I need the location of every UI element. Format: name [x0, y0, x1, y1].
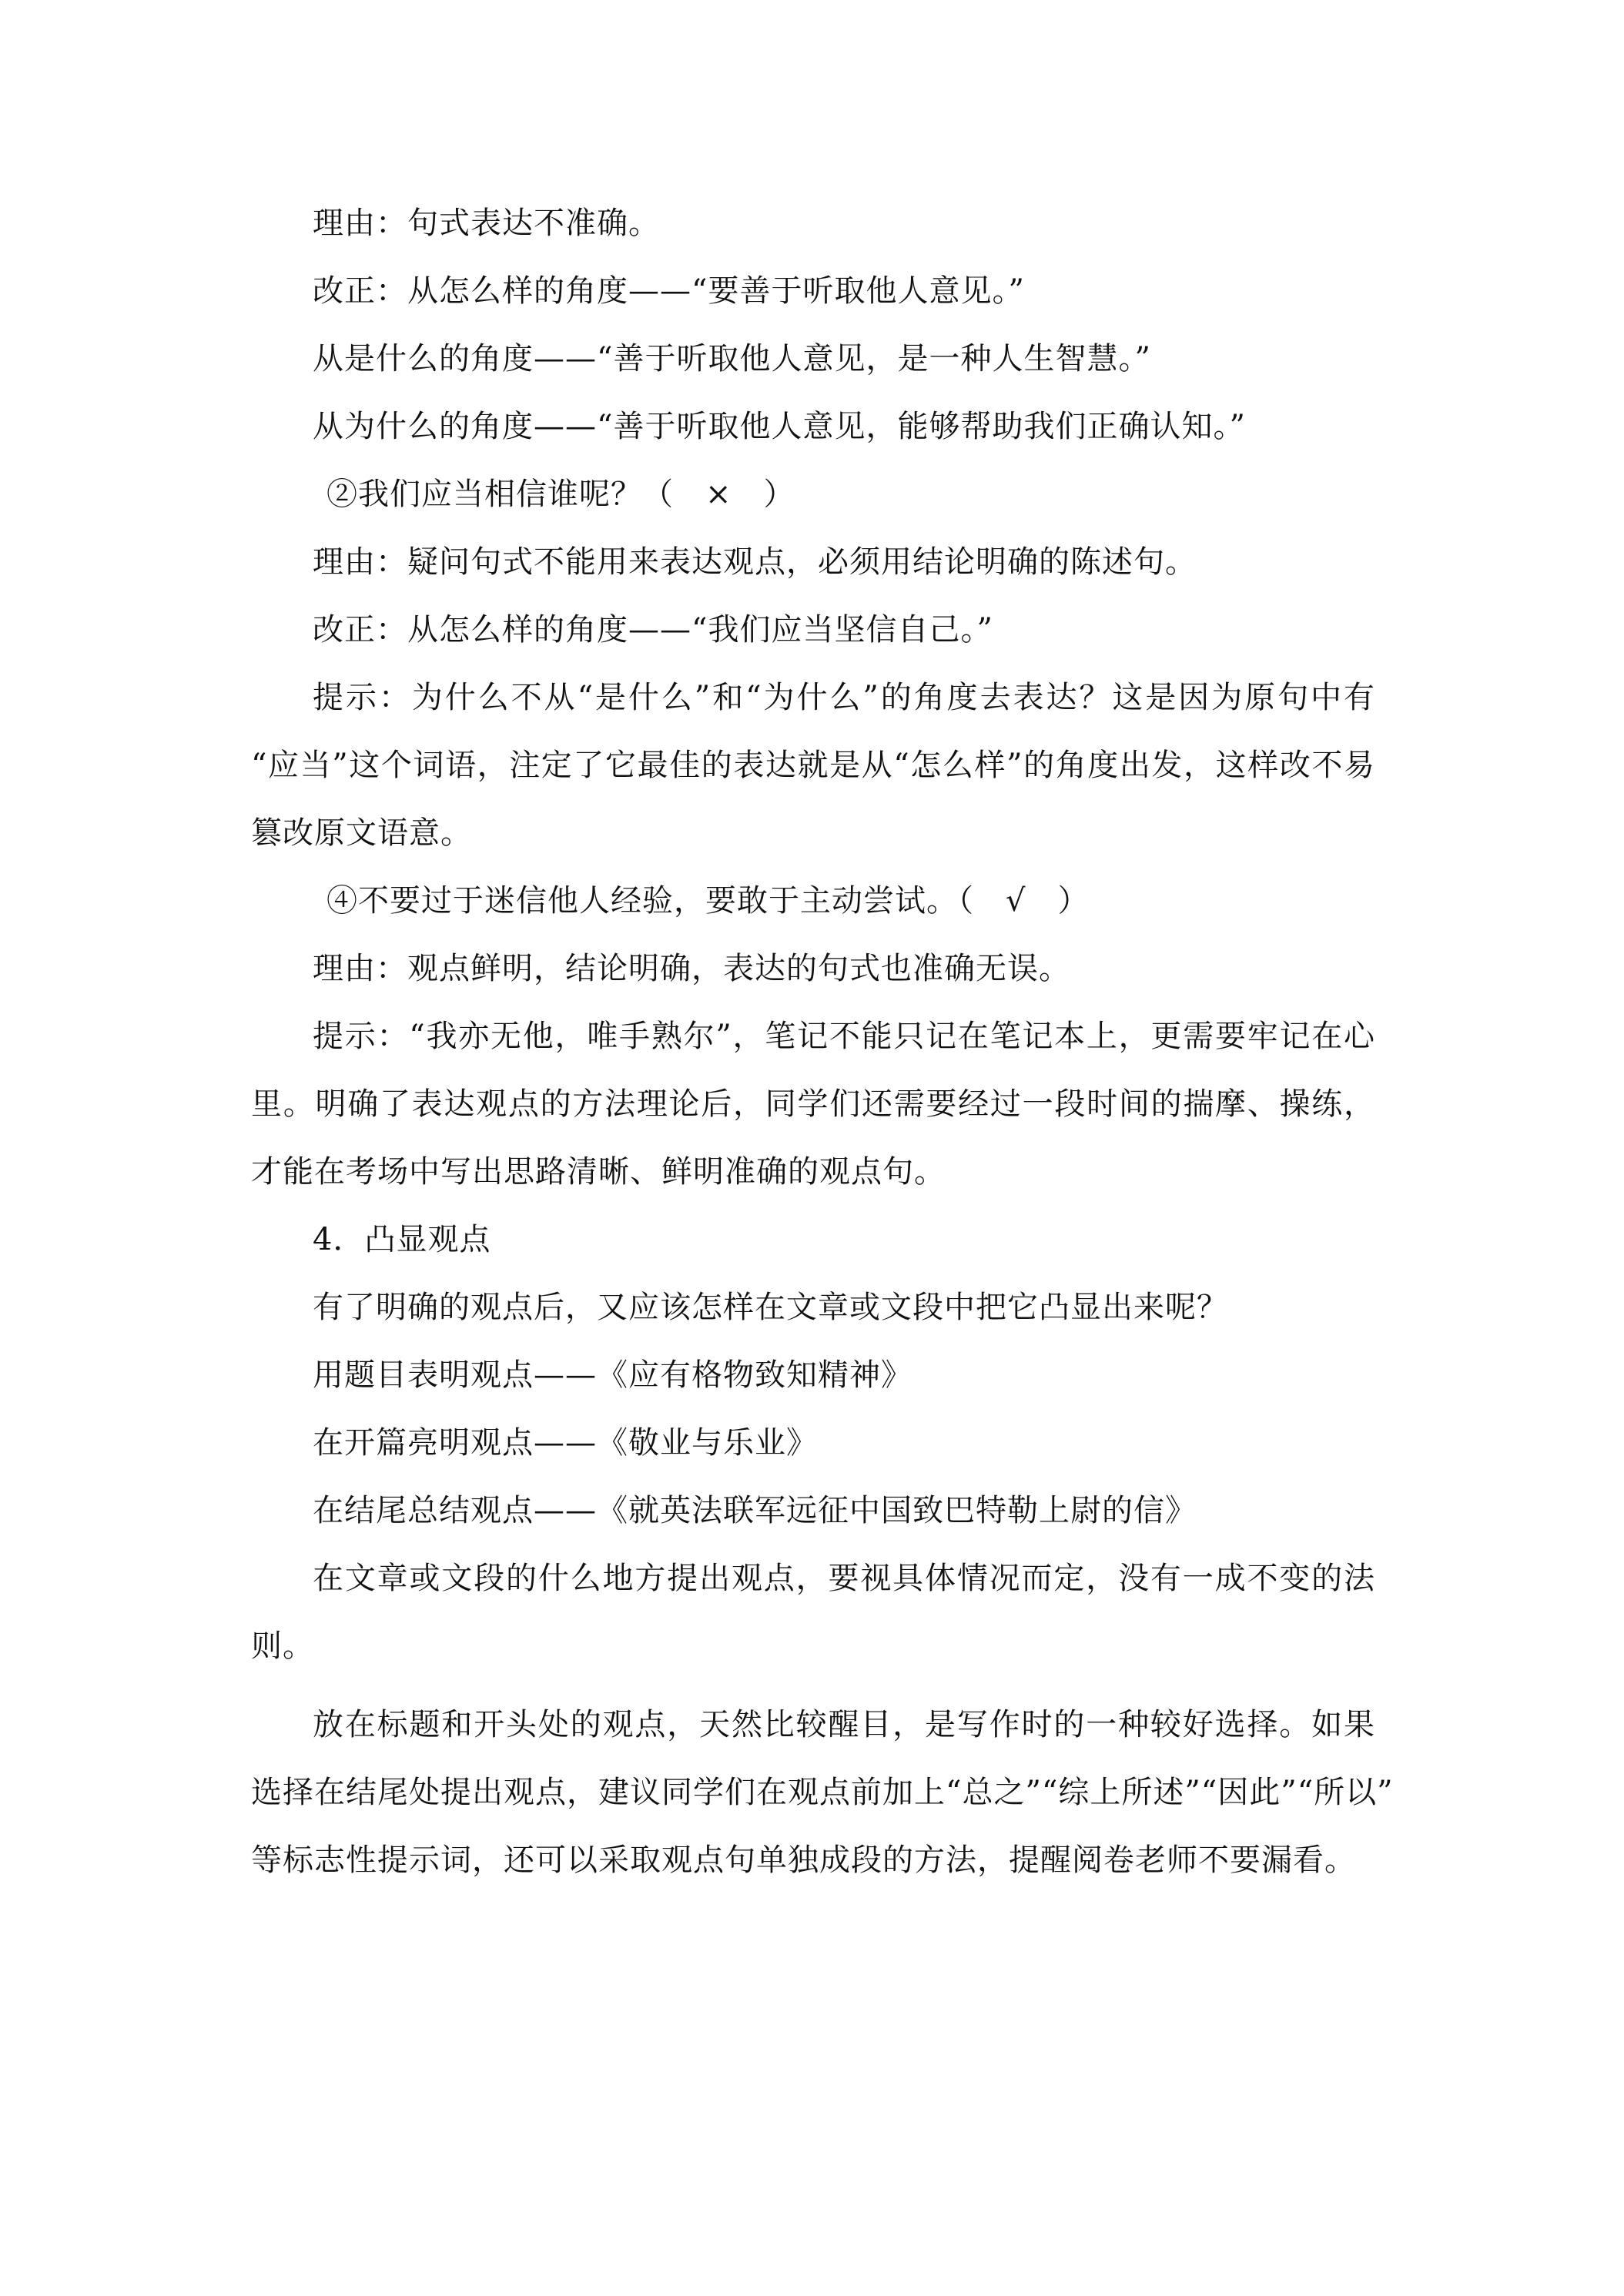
paragraph-advice-line-3: 等标志性提示词，还可以采取观点句单独成段的方法，提醒阅卷老师不要漏看。 [251, 1842, 1356, 1878]
paragraph-hint-1-line-3: 篡改原文语意。 [251, 815, 472, 851]
paragraph-item-2: ②我们应当相信谁呢？（ × ） [326, 477, 795, 512]
paragraph-advice-line-1: 放在标题和开头处的观点，天然比较醒目，是写作时的一种较好选择。如果 [313, 1707, 1375, 1742]
section-heading: 4．凸显观点 [313, 1222, 491, 1257]
paragraph-reason-2: 理由：疑问句式不能用来表达观点，必须用结论明确的陈述句。 [313, 544, 1197, 580]
paragraph-position-line-2: 则。 [251, 1628, 314, 1664]
paragraph-hint-1-line-1: 提示：为什么不从“是什么”和“为什么”的角度去表达？这是因为原句中有 [313, 680, 1375, 715]
paragraph-hint-1-line-2: “应当”这个词语，注定了它最佳的表达就是从“怎么样”的角度出发，这样改不易 [251, 748, 1375, 783]
paragraph-position-line-1: 在文章或文段的什么地方提出观点，要视具体情况而定，没有一成不变的法 [313, 1561, 1375, 1596]
paragraph-advice-line-2: 选择在结尾处提出观点，建议同学们在观点前加上“总之”“综上所述”“因此”“所以” [251, 1775, 1394, 1810]
paragraph-why-angle: 从为什么的角度——“善于听取他人意见，能够帮助我们正确认知。” [313, 409, 1246, 444]
paragraph-what-angle: 从是什么的角度——“善于听取他人意见，是一种人生智慧。” [313, 341, 1151, 377]
paragraph-title-example: 用题目表明观点——《应有格物致知精神》 [313, 1357, 912, 1393]
paragraph-item-4: ④不要过于迷信他人经验，要敢于主动尝试。（ √ ） [326, 883, 1090, 919]
paragraph-correction-1: 改正：从怎么样的角度——“要善于听取他人意见。” [313, 273, 1025, 309]
paragraph-reason-4: 理由：观点鲜明，结论明确，表达的句式也准确无误。 [313, 951, 1070, 986]
paragraph-hint-2-line-2: 里。明确了表达观点的方法理论后，同学们还需要经过一段时间的揣摩、操练， [251, 1086, 1375, 1122]
paragraph-reason-1: 理由：句式表达不准确。 [313, 206, 660, 241]
paragraph-hint-2-line-1: 提示：“我亦无他，唯手熟尔”，笔记不能只记在笔记本上，更需要牢记在心 [313, 1019, 1375, 1054]
paragraph-correction-2: 改正：从怎么样的角度——“我们应当坚信自己。” [313, 612, 993, 648]
paragraph-spacer [251, 1680, 1375, 1691]
paragraph-hint-2-line-3: 才能在考场中写出思路清晰、鲜明准确的观点句。 [251, 1154, 946, 1190]
paragraph-ending-example: 在结尾总结观点——《就英法联军远征中国致巴特勒上尉的信》 [313, 1493, 1197, 1528]
paragraph-question: 有了明确的观点后，又应该怎样在文章或文段中把它凸显出来呢？ [313, 1290, 1228, 1325]
paragraph-opening-example: 在开篇亮明观点——《敬业与乐业》 [313, 1425, 818, 1461]
document-body [251, 189, 1394, 1894]
